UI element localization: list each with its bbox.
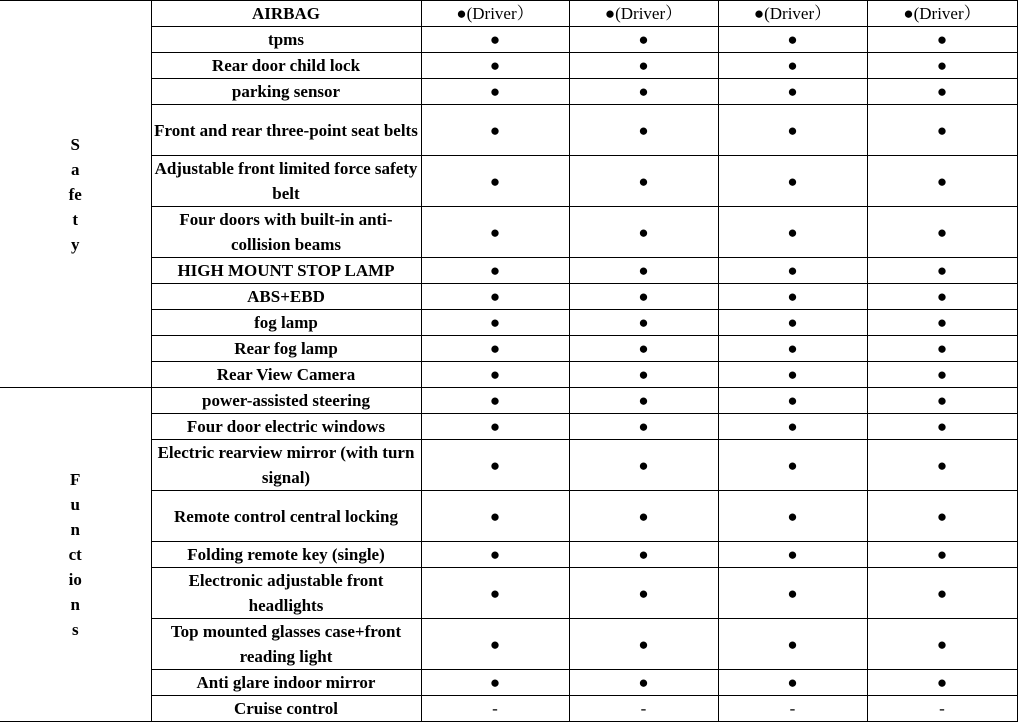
feature-value: ● bbox=[421, 491, 569, 542]
table-row bbox=[0, 1, 1017, 27]
feature-value: ● bbox=[718, 619, 867, 670]
feature-value: ●(Driver） bbox=[421, 1, 569, 27]
feature-value: ● bbox=[867, 310, 1017, 336]
feature-name: Electric rearview mirror (with turn signal) bbox=[151, 440, 421, 491]
feature-name: Rear View Camera bbox=[151, 362, 421, 388]
feature-value: ● bbox=[718, 362, 867, 388]
feature-name: Front and rear three-point seat belts bbox=[151, 105, 421, 156]
feature-value: ● bbox=[569, 568, 718, 619]
feature-value: ● bbox=[718, 105, 867, 156]
feature-value: ● bbox=[867, 619, 1017, 670]
feature-value: ● bbox=[718, 336, 867, 362]
feature-value: ● bbox=[421, 440, 569, 491]
table-row bbox=[0, 156, 1017, 207]
feature-value: - bbox=[718, 696, 867, 722]
feature-value: ● bbox=[718, 27, 867, 53]
feature-value: - bbox=[569, 696, 718, 722]
feature-value: ● bbox=[718, 207, 867, 258]
table-row bbox=[0, 619, 1017, 670]
feature-value: ● bbox=[421, 53, 569, 79]
feature-name: parking sensor bbox=[151, 79, 421, 105]
category-label: Functions bbox=[68, 470, 82, 639]
feature-value: ● bbox=[867, 414, 1017, 440]
feature-value: ● bbox=[718, 310, 867, 336]
table-row bbox=[0, 79, 1017, 105]
spec-table-body bbox=[0, 1, 1017, 722]
feature-name: ABS+EBD bbox=[151, 284, 421, 310]
feature-value: ● bbox=[569, 258, 718, 284]
table-row bbox=[0, 568, 1017, 619]
feature-value: ● bbox=[569, 207, 718, 258]
feature-name: Four doors with built-in anti-collision beams bbox=[151, 207, 421, 258]
table-row bbox=[0, 336, 1017, 362]
feature-value: ● bbox=[569, 670, 718, 696]
feature-name: fog lamp bbox=[151, 310, 421, 336]
feature-name: Folding remote key (single) bbox=[151, 542, 421, 568]
feature-value: ● bbox=[569, 27, 718, 53]
feature-value: ● bbox=[718, 670, 867, 696]
table-row bbox=[0, 440, 1017, 491]
table-row bbox=[0, 310, 1017, 336]
feature-value: ● bbox=[421, 414, 569, 440]
feature-name: Remote control central locking bbox=[151, 491, 421, 542]
feature-value: ● bbox=[421, 258, 569, 284]
table-row bbox=[0, 207, 1017, 258]
table-row bbox=[0, 491, 1017, 542]
feature-value: ● bbox=[867, 105, 1017, 156]
feature-value: ● bbox=[867, 27, 1017, 53]
feature-value: ● bbox=[421, 310, 569, 336]
feature-value: ● bbox=[569, 310, 718, 336]
feature-value: ● bbox=[569, 440, 718, 491]
feature-value: ● bbox=[867, 336, 1017, 362]
feature-value: ● bbox=[569, 414, 718, 440]
feature-value: ● bbox=[867, 362, 1017, 388]
feature-value: ● bbox=[718, 414, 867, 440]
feature-value: ● bbox=[718, 491, 867, 542]
feature-value: ● bbox=[421, 542, 569, 568]
feature-name: Cruise control bbox=[151, 696, 421, 722]
table-row bbox=[0, 542, 1017, 568]
feature-value: ● bbox=[867, 670, 1017, 696]
feature-value: ● bbox=[421, 388, 569, 414]
feature-value: ● bbox=[867, 53, 1017, 79]
category-label: Safety bbox=[68, 134, 82, 254]
feature-value: ●(Driver） bbox=[718, 1, 867, 27]
table-row bbox=[0, 105, 1017, 156]
feature-value: ● bbox=[569, 79, 718, 105]
feature-value: ● bbox=[569, 53, 718, 79]
feature-value: ● bbox=[867, 491, 1017, 542]
feature-name: Rear fog lamp bbox=[151, 336, 421, 362]
table-row bbox=[0, 670, 1017, 696]
feature-value: ● bbox=[718, 284, 867, 310]
category-cell bbox=[0, 1, 151, 388]
feature-value: ● bbox=[718, 53, 867, 79]
table-row bbox=[0, 258, 1017, 284]
feature-name: tpms bbox=[151, 27, 421, 53]
feature-value: ● bbox=[718, 258, 867, 284]
category-cell bbox=[0, 388, 151, 722]
feature-name: Electronic adjustable front headlights bbox=[151, 568, 421, 619]
feature-value: ● bbox=[867, 440, 1017, 491]
feature-value: ● bbox=[569, 105, 718, 156]
table-row bbox=[0, 27, 1017, 53]
feature-value: ● bbox=[569, 336, 718, 362]
feature-value: ● bbox=[421, 27, 569, 53]
table-row bbox=[0, 362, 1017, 388]
feature-value: ●(Driver） bbox=[867, 1, 1017, 27]
feature-value: ● bbox=[569, 362, 718, 388]
feature-value: ● bbox=[718, 156, 867, 207]
feature-name: power-assisted steering bbox=[151, 388, 421, 414]
feature-value: ● bbox=[421, 568, 569, 619]
feature-value: - bbox=[421, 696, 569, 722]
feature-value: ● bbox=[867, 388, 1017, 414]
feature-value: ● bbox=[569, 491, 718, 542]
feature-name: Adjustable front limited force safety belt bbox=[151, 156, 421, 207]
feature-value: ●(Driver） bbox=[569, 1, 718, 27]
feature-value: ● bbox=[421, 336, 569, 362]
feature-value: ● bbox=[569, 156, 718, 207]
feature-value: ● bbox=[867, 568, 1017, 619]
feature-name: AIRBAG bbox=[151, 1, 421, 27]
table-row bbox=[0, 414, 1017, 440]
feature-value: ● bbox=[718, 388, 867, 414]
feature-name: Four door electric windows bbox=[151, 414, 421, 440]
feature-value: ● bbox=[421, 362, 569, 388]
feature-value: ● bbox=[569, 284, 718, 310]
feature-value: ● bbox=[718, 79, 867, 105]
table-row bbox=[0, 53, 1017, 79]
feature-value: ● bbox=[867, 284, 1017, 310]
table-row bbox=[0, 284, 1017, 310]
feature-value: ● bbox=[867, 207, 1017, 258]
feature-value: ● bbox=[718, 440, 867, 491]
feature-name: HIGH MOUNT STOP LAMP bbox=[151, 258, 421, 284]
feature-name: Anti glare indoor mirror bbox=[151, 670, 421, 696]
feature-value: ● bbox=[421, 670, 569, 696]
table-row bbox=[0, 388, 1017, 414]
feature-value: ● bbox=[569, 542, 718, 568]
table-row bbox=[0, 696, 1017, 722]
feature-name: Top mounted glasses case+front reading light bbox=[151, 619, 421, 670]
feature-value: ● bbox=[867, 542, 1017, 568]
feature-value: ● bbox=[421, 619, 569, 670]
feature-value: ● bbox=[421, 284, 569, 310]
feature-value: ● bbox=[867, 258, 1017, 284]
feature-name: Rear door child lock bbox=[151, 53, 421, 79]
feature-value: ● bbox=[421, 105, 569, 156]
feature-value: ● bbox=[569, 619, 718, 670]
feature-value: ● bbox=[421, 156, 569, 207]
feature-value: ● bbox=[421, 207, 569, 258]
feature-value: ● bbox=[421, 79, 569, 105]
feature-value: ● bbox=[718, 542, 867, 568]
feature-value: - bbox=[867, 696, 1017, 722]
feature-value: ● bbox=[867, 156, 1017, 207]
feature-value: ● bbox=[867, 79, 1017, 105]
feature-value: ● bbox=[569, 388, 718, 414]
feature-value: ● bbox=[718, 568, 867, 619]
